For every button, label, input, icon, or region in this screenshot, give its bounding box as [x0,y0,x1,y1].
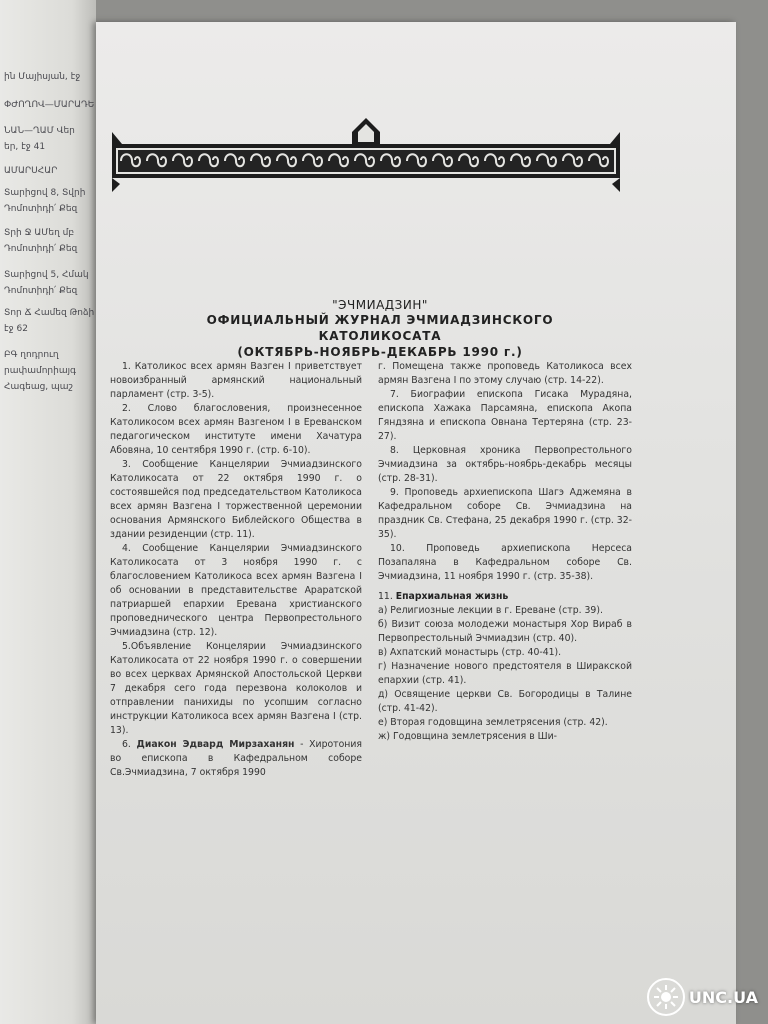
section-subitem: в) Ахпатский монастырь (стр. 40-41). [378,647,562,658]
section-heading [378,590,632,604]
journal-name: "ЭЧМИАДЗИН" [332,298,428,312]
section-subitem: ж) Годовщина землетрясения в Ши- [378,731,557,742]
contents-item: 8. Церковная хроника Первопрестольного Эчмиадзина за октябрь-ноябрь-декабрь месяцы (стр. 28-31). [378,445,632,484]
left-page-text-line: ին Մայիսյան, էջ [4,72,81,82]
item-number: 6. [122,739,131,750]
contents-item-6 [110,738,362,780]
left-page-text-line: ՓԺՈՂՈՎ—ՄԱՐԱԴԵ [4,100,95,110]
contents-item: 4. Сообщение Канцелярии Эчмиадзинского Католикосата от 3 ноября 1990 г. с благословением Католикоса всех армян Вазгена I об основании в представительстве Араратской патриаршей епархии Еревана христианского проповеднического центра Первопрестольного Эчмиадзина (стр. 12). [110,543,362,638]
section-title: Епархиальная жизнь [395,591,509,602]
contents-item-continuation: г. Помещена также проповедь Католикоса всех армян Вазгена I по этому случаю (стр. 14-22). [378,361,632,386]
left-page-text-line: Դոմոտիդի՛ Քեզ [4,204,78,214]
section-subitem: е) Вторая годовщина землетрясения (стр. 42). [378,717,608,728]
journal-page [96,22,736,1024]
left-page-text-line: Տարիցով 5, Հմակ [4,270,89,280]
heading-line-2: (ОКТЯБРЬ-НОЯБРЬ-ДЕКАБРЬ 1990 г.) [237,345,523,359]
section-subitem: б) Визит союза молодежи монастыря Хор Вираб в Первопрестольный Эчмиадзин (стр. 40). [378,619,632,644]
contents-item: 10. Проповедь архиепископа Нерсеса Позапаляна в Кафедральном соборе Св. Эчмиадзина, 11 ноября 1990 г. (стр. 35-38). [378,543,632,582]
right-text-column [378,360,632,744]
left-page-text-line: Հագեաց, պաշ [4,382,74,392]
section-number: 11. [378,591,393,602]
item-text: - Хиротония во епископа в Кафедральном соборе Св.Эчмиадзина, 7 октября 1990 [110,739,362,778]
left-page-text-line: ԲԳ ղոդրուղ [4,350,59,360]
sunburst-logo-icon [647,978,685,1016]
left-page-text-line: Դոմոտիդի՛ Քեզ [4,244,78,254]
left-page-text-line: եր, էջ 41 [4,142,46,152]
left-page-text-line: Դոմոտիդի՛ Քեզ [4,286,78,296]
left-page-text-line: ԱՄԱՐՍՀԱՐ [4,166,58,176]
contents-item: 5.Объявление Концелярии Эчмиадзинского Католикосата от 22 ноября 1990 г. о совершении во всех церквах Армянской Апостольской Церкви 7 декабря сего года перезвона колоколов и отправлении панихиды по усопшим согласно инструкции Католикоса всех армян Вазгена I (стр. 13). [110,641,362,736]
left-facing-page [0,0,96,1024]
left-page-text-line: էջ 62 [4,324,28,334]
ornamental-header-band [108,114,624,196]
watermark [647,978,758,1016]
item-person-name: Диакон Эдвард Мирзаханян [136,739,295,750]
heading-line-1: ОФИЦИАЛЬНЫЙ ЖУРНАЛ ЭЧМИАДЗИНСКОГО КАТОЛИКОСАТА [206,313,554,343]
contents-item: 3. Сообщение Канцелярии Эчмиадзинского Католикосата от 22 октября 1990 г. о состоявшейся под председательством Католикоса всех армян Вазгена I торжественной церемонии основания Армянского Библейского Общества в здании резиденции (стр. 11). [110,459,362,540]
section-subitem: г) Назначение нового предстоятеля в Ширакской епархии (стр. 41). [378,661,632,686]
left-page-text-line: Տրի Ջ ԱՄեղ մբ [4,228,75,238]
left-text-column [110,360,362,780]
contents-item: 1. Католикос всех армян Вазген I приветствует новоизбранный армянский национальный парламент (стр. 3-5). [110,361,362,400]
left-page-text-line: րափամորիայգ [4,366,76,376]
watermark-text: UNC.UA [688,987,758,1007]
left-page-text-line: ՆԱՆ—ՂԱՄ Վեր [4,126,75,136]
contents-item: 7. Биографии епископа Гисака Мурадяна, епископа Хажака Парсамяна, епископа Акопа Гяндзяна и епископа Овнана Тертеряна (стр. 23-27). [378,389,632,442]
contents-item: 9. Проповедь архиепископа Шагэ Аджемяна в Кафедральном соборе Св. Эчмиадзина на праздник Св. Стефана, 25 декабря 1990 г. (стр. 32-35). [378,487,632,540]
article-heading [170,298,590,360]
left-page-text-line: Տոր Ճ Համեզ Թոձի [4,308,95,318]
section-subitem: а) Религиозные лекции в г. Ереване (стр. 39). [378,605,603,616]
section-subitem: д) Освящение церкви Св. Богородицы в Талине (стр. 41-42). [378,689,632,714]
contents-item: 2. Слово благословения, произнесенное Католикосом всех армян Вазгеном I в Ереванском педагогическом институте имени Хачатура Абовяна, 10 сентября 1990 г. (стр. 6-10). [110,403,362,456]
left-page-text-line: Տարիցով 8, Տվրի [4,188,86,198]
